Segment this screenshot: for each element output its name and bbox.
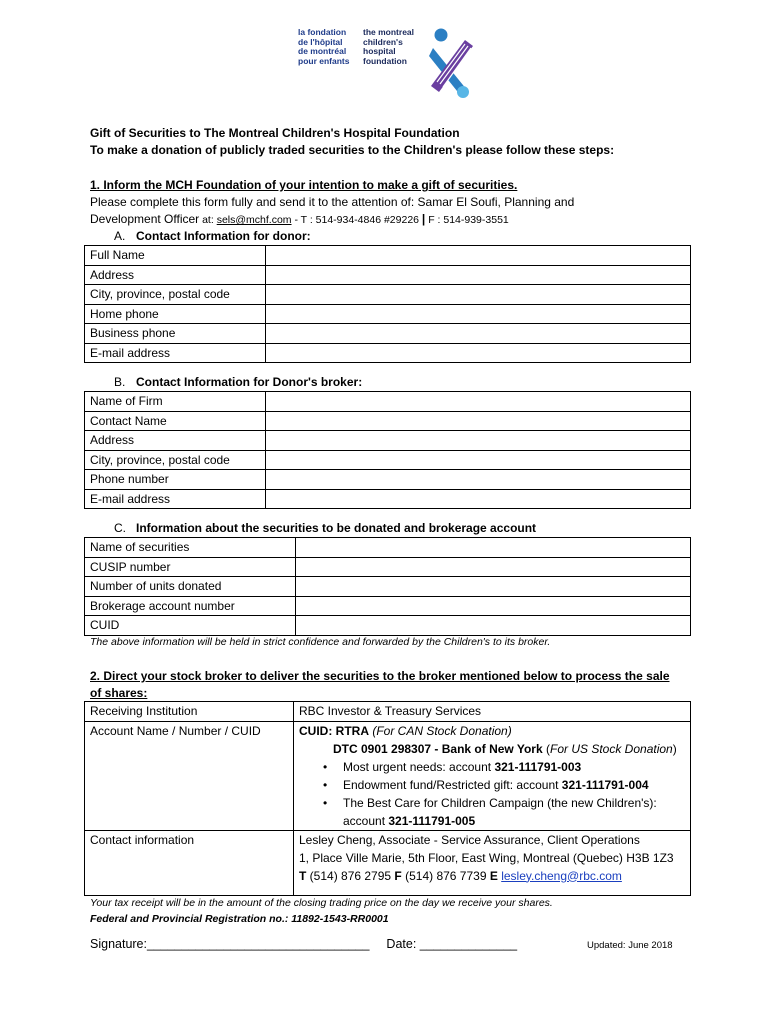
delivery-table (84, 701, 691, 896)
table-row (85, 596, 691, 616)
table-row (85, 721, 691, 830)
signature-line[interactable]: ________________________________ (146, 937, 370, 951)
logo-text-fr: la fondation de l'hôpital de montréal pour enfants (298, 27, 350, 66)
section-c-letter: C. (114, 521, 126, 535)
step2-heading: 2. Direct your stock broker to deliver the securities to the broker mentioned below to process the sale (90, 669, 670, 683)
table-row (85, 489, 691, 509)
paren-close: ) (672, 741, 677, 756)
date-line[interactable]: ______________ (419, 937, 518, 951)
signature-row (90, 937, 517, 951)
table-row (85, 431, 691, 451)
email-label: E (489, 868, 498, 883)
brokerage-account-input[interactable] (296, 596, 691, 616)
city-province-postal-input[interactable] (266, 285, 691, 305)
securities-name-input[interactable] (296, 538, 691, 558)
phone-label: T (299, 868, 307, 883)
step1-heading: 1. Inform the MCH Foundation of your intention to make a gift of securities. (90, 178, 518, 192)
contact-details (294, 830, 691, 895)
at-label: at: (199, 214, 217, 226)
broker-address-input[interactable] (266, 431, 691, 451)
date-label: Date: (386, 937, 420, 951)
section-c-title: Information about the securities to be donated and brokerage account (136, 521, 537, 535)
table-row (85, 324, 691, 344)
field-label: Phone number (85, 470, 266, 490)
firm-name-input[interactable] (266, 392, 691, 412)
fax-value: (514) 876 7739 (401, 868, 490, 883)
officer-phone: - T : 514-934-4846 #29226 (291, 214, 422, 226)
table-row (85, 557, 691, 577)
field-label: Contact Name (85, 411, 266, 431)
table-row (85, 616, 691, 636)
form-subtitle: To make a donation of publicly traded securities to the Children's please follow these steps: (90, 143, 615, 157)
contact-phones (299, 867, 685, 885)
field-label: Home phone (85, 304, 266, 324)
list-item (299, 794, 685, 830)
account-desc: Most urgent needs: account (343, 759, 495, 774)
account-desc: The Best Care for Children Campaign (the new Children's): (343, 795, 657, 810)
updated-date: Updated: June 2018 (587, 940, 673, 951)
field-label: City, province, postal code (85, 450, 266, 470)
foundation-logo (298, 28, 477, 100)
table-row (85, 538, 691, 558)
business-phone-input[interactable] (266, 324, 691, 344)
section-a-title: Contact Information for donor: (136, 229, 311, 243)
field-label: E-mail address (85, 343, 266, 363)
cuid-code: CUID: RTRA (299, 723, 369, 738)
table-row (85, 285, 691, 305)
home-phone-input[interactable] (266, 304, 691, 324)
section-b-title: Contact Information for Donor's broker: (136, 375, 363, 389)
field-label: Address (85, 431, 266, 451)
section-a-letter: A. (114, 229, 126, 243)
account-number: 321-111791-005 (388, 813, 476, 828)
broker-phone-input[interactable] (266, 470, 691, 490)
section-b-heading (114, 375, 362, 389)
table-row (85, 392, 691, 412)
field-label: City, province, postal code (85, 285, 266, 305)
logo-text-en: the montreal children's hospital foundation (363, 27, 415, 66)
tax-receipt-note: Your tax receipt will be in the amount of the closing trading price on the day we receive your shares. (90, 897, 553, 909)
donor-contact-table (84, 245, 691, 363)
separator: | (421, 212, 426, 226)
table-row (85, 470, 691, 490)
table-row (85, 830, 691, 895)
field-label: Contact information (85, 830, 294, 895)
field-label: Full Name (85, 246, 266, 266)
dtc-note: For US Stock Donation (550, 741, 673, 756)
dtc-code: DTC 0901 298307 - Bank of New York (333, 741, 543, 756)
contact-email-link[interactable]: lesley.cheng@rbc.com (501, 868, 622, 883)
step1-instructions: Please complete this form fully and send it to the attention of: Samar El Soufi, Planning and (90, 195, 575, 209)
field-label: Business phone (85, 324, 266, 344)
field-label: Number of units donated (85, 577, 296, 597)
table-row (85, 343, 691, 363)
paren-open: ( (542, 741, 550, 756)
securities-table (84, 537, 691, 636)
field-label: Receiving Institution (85, 702, 294, 722)
step1-contact-line (90, 211, 690, 229)
officer-email-link[interactable]: sels@mchf.com (216, 214, 292, 226)
section-c-heading (114, 521, 536, 535)
broker-city-input[interactable] (266, 450, 691, 470)
full-name-input[interactable] (266, 246, 691, 266)
table-row (85, 450, 691, 470)
officer-fax: F : 514-939-3551 (425, 214, 509, 226)
account-list (299, 758, 685, 830)
table-row (85, 411, 691, 431)
table-row (85, 246, 691, 266)
contact-name-input[interactable] (266, 411, 691, 431)
fax-label: F (394, 868, 402, 883)
foundation-x-mark-icon (425, 26, 477, 100)
cuid-note: (For CAN Stock Donation) (369, 723, 512, 738)
list-item (299, 776, 685, 794)
cusip-input[interactable] (296, 557, 691, 577)
contact-name: Lesley Cheng, Associate - Service Assurance, Client Operations (299, 832, 640, 847)
receiving-institution-value: RBC Investor & Treasury Services (294, 702, 691, 722)
field-label: Name of Firm (85, 392, 266, 412)
list-item (299, 758, 685, 776)
phone-value: (514) 876 2795 (306, 868, 395, 883)
officer-title: Development Officer (90, 212, 200, 226)
field-label: Brokerage account number (85, 596, 296, 616)
table-row (85, 304, 691, 324)
section-b-letter: B. (114, 375, 126, 389)
field-label: CUID (85, 616, 296, 636)
account-details (294, 721, 691, 830)
table-row (85, 577, 691, 597)
table-row (85, 702, 691, 722)
field-label: Address (85, 265, 266, 285)
account-number: 321-111791-004 (561, 777, 649, 792)
address-input[interactable] (266, 265, 691, 285)
account-number: 321-111791-003 (494, 759, 582, 774)
email-input[interactable] (266, 343, 691, 363)
contact-address: 1, Place Ville Marie, 5th Floor, East Wing, Montreal (Quebec) H3B 1Z3 (299, 850, 674, 865)
field-label: CUSIP number (85, 557, 296, 577)
account-prefix: account (343, 813, 389, 828)
confidentiality-note: The above information will be held in strict confidence and forwarded by the Children's to its broker. (90, 636, 551, 648)
field-label: E-mail address (85, 489, 266, 509)
section-a-heading (114, 229, 311, 243)
broker-email-input[interactable] (266, 489, 691, 509)
signature-label: Signature: (90, 937, 147, 951)
cuid-input[interactable] (296, 616, 691, 636)
table-row (85, 265, 691, 285)
units-input[interactable] (296, 577, 691, 597)
registration-number: Federal and Provincial Registration no.: 11892-1543-RR0001 (90, 913, 389, 925)
form-title: Gift of Securities to The Montreal Children's Hospital Foundation (90, 126, 460, 140)
field-label: Account Name / Number / CUID (85, 721, 294, 830)
broker-contact-table (84, 391, 691, 509)
field-label: Name of securities (85, 538, 296, 558)
step2-heading-cont: of shares: (90, 686, 148, 700)
account-desc: Endowment fund/Restricted gift: account (343, 777, 562, 792)
